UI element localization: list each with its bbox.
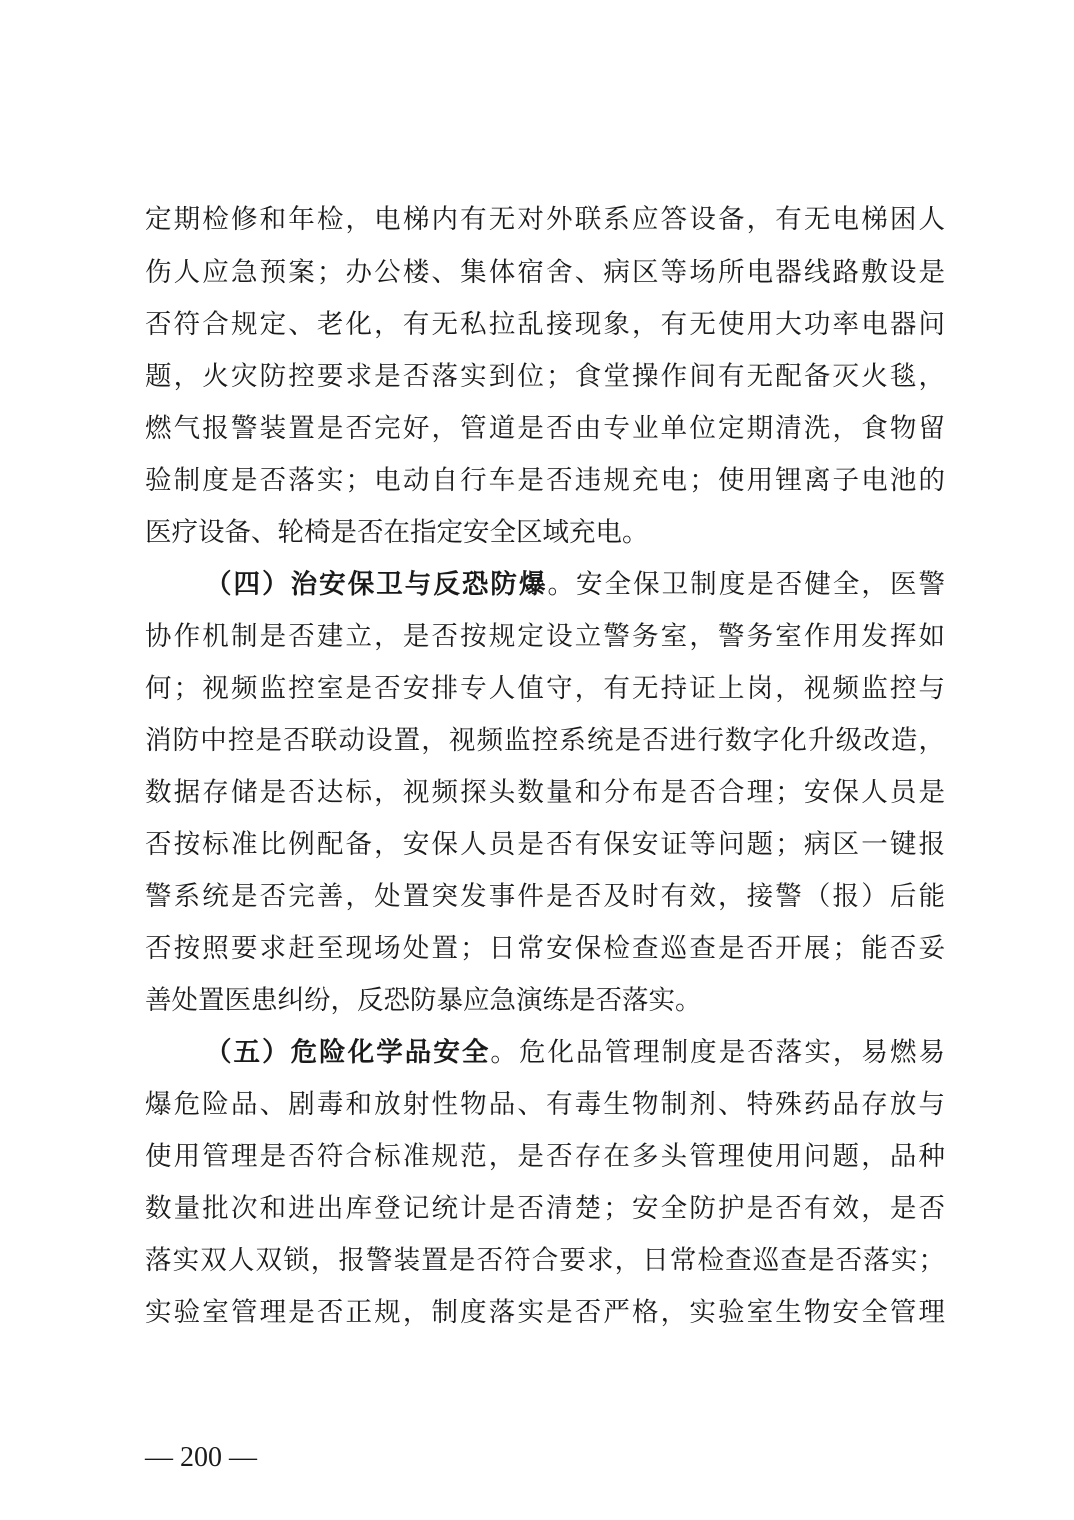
body-text-line: 警系统是否完善，处置突发事件是否及时有效，接警（报）后能 — [145, 881, 945, 912]
body-text-line: 实验室管理是否正规，制度落实是否严格，实验室生物安全管理 — [145, 1297, 945, 1328]
body-text-line: 何；视频监控室是否安排专人值守，有无持证上岗，视频监控与 — [145, 673, 945, 704]
body-text-line: 善处置医患纠纷，反恐防暴应急演练是否落实。 — [145, 985, 702, 1016]
body-text-line: 题，火灾防控要求是否落实到位；食堂操作间有无配备灭火毯， — [145, 361, 945, 392]
section-4-first-line — [205, 564, 945, 606]
body-text-line: 使用管理是否符合标准规范，是否存在多头管理使用问题，品种 — [145, 1141, 945, 1172]
body-text-line: 消防中控是否联动设置，视频监控系统是否进行数字化升级改造， — [145, 725, 945, 756]
body-text-line: 否按标准比例配备，安保人员是否有保安证等问题；病区一键报 — [145, 829, 945, 860]
section-5-first-line-text: 。危化品管理制度是否落实，易燃易 — [490, 1037, 946, 1068]
section-5-first-line — [205, 1032, 945, 1074]
body-text-line: 定期检修和年检，电梯内有无对外联系应答设备，有无电梯困人 — [145, 204, 945, 235]
body-text-line: 爆危险品、剧毒和放射性物品、有毒生物制剂、特殊药品存放与 — [145, 1089, 945, 1120]
body-text-line: 验制度是否落实；电动自行车是否违规充电；使用锂离子电池的 — [145, 465, 945, 496]
body-text-line: 协作机制是否建立，是否按规定设立警务室，警务室作用发挥如 — [145, 621, 945, 652]
body-text-line: 数量批次和进出库登记统计是否清楚；安全防护是否有效，是否 — [145, 1193, 945, 1224]
body-text-line: 落实双人双锁，报警装置是否符合要求，日常检查巡查是否落实； — [145, 1245, 945, 1276]
section-5-heading: （五）危险化学品安全 — [205, 1037, 491, 1068]
body-text-line: 否符合规定、老化，有无私拉乱接现象，有无使用大功率电器问 — [145, 309, 945, 340]
body-text-line: 数据存储是否达标，视频探头数量和分布是否合理；安保人员是 — [145, 777, 945, 808]
body-text-line: 否按照要求赶至现场处置；日常安保检查巡查是否开展；能否妥 — [145, 933, 945, 964]
body-text-line: 燃气报警装置是否完好，管道是否由专业单位定期清洗，食物留 — [145, 413, 945, 444]
body-text-line: 伤人应急预案；办公楼、集体宿舍、病区等场所电器线路敷设是 — [145, 257, 945, 288]
body-text-line: 医疗设备、轮椅是否在指定安全区域充电。 — [145, 517, 649, 548]
page-number: — 200 — — [145, 1442, 257, 1473]
section-4-heading: （四）治安保卫与反恐防爆 — [205, 569, 548, 600]
section-4-first-line-text: 。安全保卫制度是否健全，医警 — [547, 569, 946, 600]
